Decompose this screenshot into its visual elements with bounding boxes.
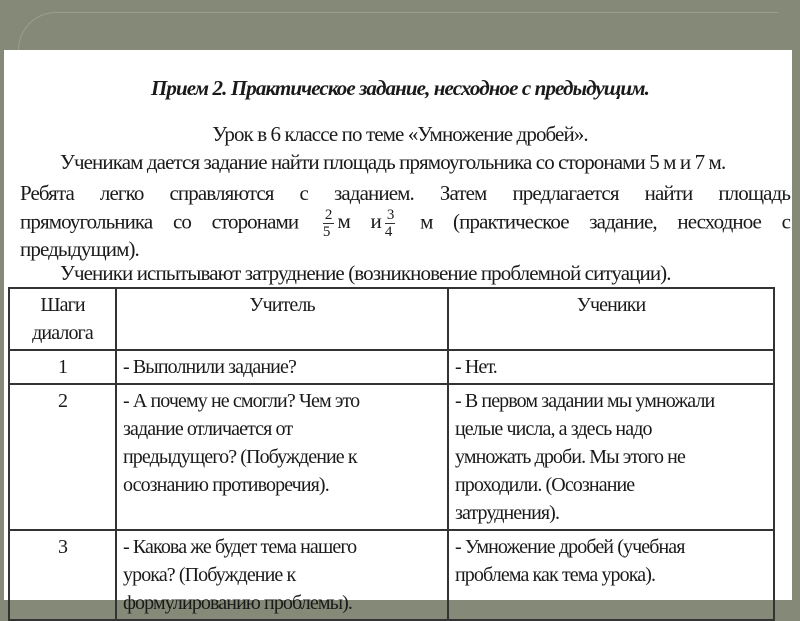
paragraph-line: Ученики испытывают затруднение (возникновение проблемной ситуации). — [60, 261, 671, 285]
step-cell: 1 — [9, 350, 116, 384]
step-cell: 3 — [9, 530, 116, 620]
fraction-numerator: 3 — [386, 207, 394, 223]
teacher-cell: - А почему не смогли? Чем это задание отличается от предыдущего? (Побуждение к осознанию противоречия). — [116, 384, 448, 530]
table-row — [9, 350, 774, 384]
lesson-subtitle: Урок в 6 классе по теме «Умножение дробей». — [212, 122, 588, 146]
teacher-cell: - Выполнили задание? — [116, 350, 448, 384]
fraction-denominator: 5 — [322, 224, 330, 240]
text: м и — [337, 209, 381, 234]
header-teacher: Учитель — [116, 288, 448, 350]
slide-title: Прием 2. Практическое задание, несходное с предыдущим. — [150, 76, 650, 100]
fraction-numerator: 2 — [324, 207, 332, 223]
header-steps: Шаги диалога — [9, 288, 116, 350]
fraction — [323, 207, 334, 240]
dialog-table — [8, 287, 775, 621]
paragraph-line: Ребята легко справляются с заданием. Затем предлагается найти площадь — [20, 181, 790, 205]
table-row — [9, 384, 774, 530]
paragraph-line-fractions — [20, 207, 790, 240]
students-cell: - В первом задании мы умножали целые числа, а здесь надо умножать дроби. Мы этого не проходили. (Осознание затруднения). — [448, 384, 774, 530]
table-header-row — [9, 288, 774, 350]
teacher-cell: - Какова же будет тема нашего урока? (Побуждение к формулированию проблемы). — [116, 530, 448, 620]
decorative-arc — [18, 12, 778, 50]
table-row — [9, 530, 774, 620]
text: м (практическое задание, несходное с — [420, 209, 791, 234]
paragraph-line: Ученикам дается задание найти площадь прямоугольника со сторонами 5 м и 7 м. — [60, 150, 726, 174]
slide-header-band — [0, 0, 800, 50]
paragraph-line: предыдущим). — [20, 237, 139, 261]
fraction-denominator: 4 — [384, 224, 392, 240]
students-cell: - Нет. — [448, 350, 774, 384]
step-cell: 2 — [9, 384, 116, 530]
header-students: Ученики — [448, 288, 774, 350]
fraction — [385, 207, 396, 240]
students-cell: - Умножение дробей (учебная проблема как тема урока). — [448, 530, 774, 620]
text: прямоугольника со сторонами — [20, 209, 299, 234]
